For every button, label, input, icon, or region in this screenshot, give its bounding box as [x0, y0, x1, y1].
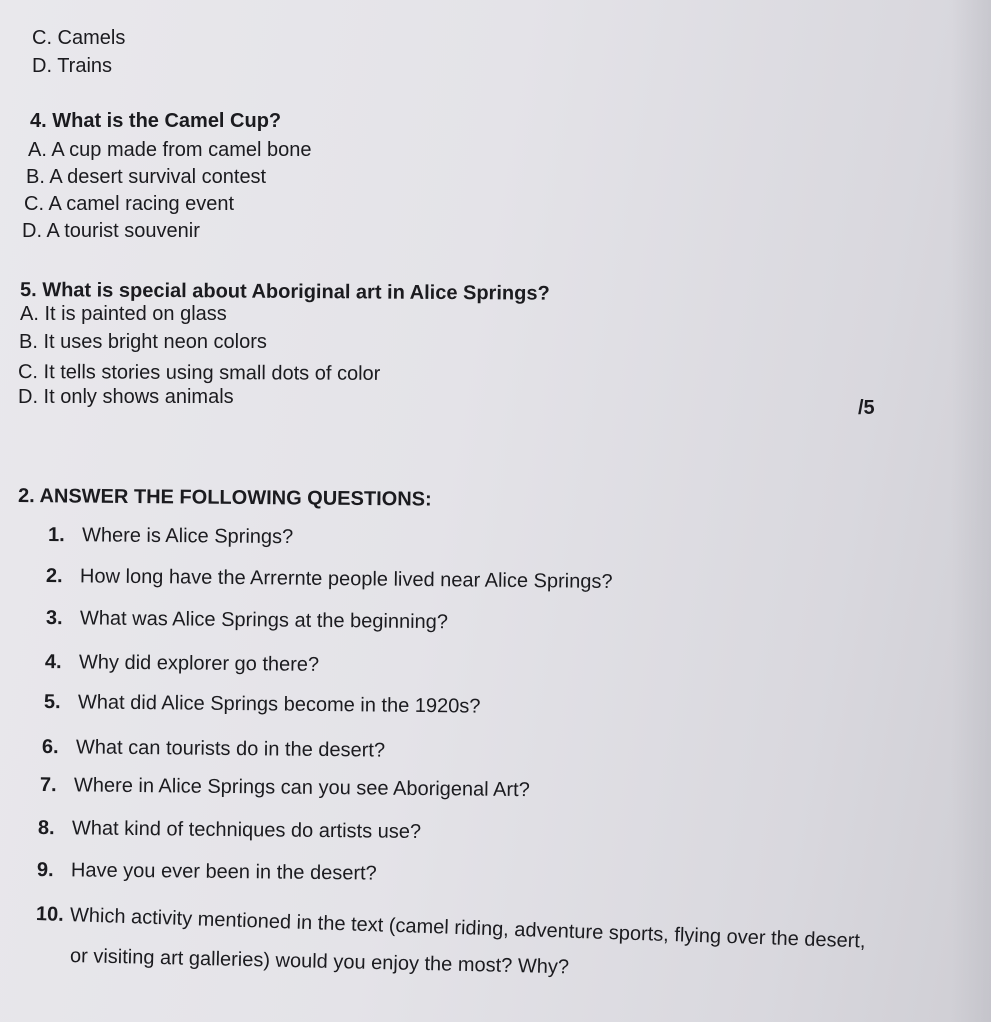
section-2-title: 2. ANSWER THE FOLLOWING QUESTIONS: — [17, 485, 432, 511]
item-text: Where in Alice Springs can you see Aborigenal Art? — [73, 774, 530, 802]
item-text: Which activity mentioned in the text (camel riding, adventure sports, flying over the desert, — [69, 904, 866, 953]
question-item-5 — [44, 690, 481, 719]
question-item-10-continued — [70, 944, 570, 979]
item-text: What did Alice Springs become in the 1920s? — [77, 691, 481, 718]
question-item-4 — [45, 650, 319, 677]
question-4: 4. What is the Camel Cup? — [30, 110, 282, 132]
q5-option-d: D. It only shows animals — [18, 386, 234, 408]
item-number: 2. — [45, 565, 63, 588]
item-number: 10. — [35, 903, 65, 926]
q5-option-c: C. It tells stories using small dots of color — [17, 361, 381, 385]
item-number: 7. — [39, 774, 57, 797]
q4-option-a: A. A cup made from camel bone — [28, 139, 312, 161]
item-number: 4. — [44, 651, 62, 674]
item-text: What kind of techniques do artists use? — [71, 817, 422, 844]
q4-option-d: D. A tourist souvenir — [22, 220, 200, 242]
q3-option-d: D. Trains — [32, 55, 113, 77]
item-number: 1. — [47, 524, 65, 547]
question-item-1 — [48, 523, 293, 549]
q3-option-c: C. Camels — [32, 27, 126, 49]
question-item-3 — [46, 606, 448, 634]
item-number: 3. — [45, 607, 63, 630]
score-box: /5 — [858, 397, 875, 419]
item-text: or visiting art galleries) would you enjoy the most? Why? — [69, 945, 570, 979]
question-item-7 — [40, 773, 530, 802]
q4-option-c: C. A camel racing event — [24, 193, 235, 215]
item-number: 5. — [43, 691, 61, 714]
q5-option-a: A. It is painted on glass — [20, 303, 227, 325]
item-text: How long have the Arrernte people lived near Alice Springs? — [79, 565, 613, 593]
item-text: Why did explorer go there? — [78, 651, 320, 676]
q4-option-b: B. A desert survival contest — [26, 166, 267, 188]
question-item-6 — [42, 735, 385, 763]
item-number: 8. — [37, 817, 55, 840]
q5-option-b: B. It uses bright neon colors — [19, 331, 267, 353]
item-text: Where is Alice Springs? — [81, 524, 294, 549]
item-number: 9. — [36, 859, 54, 882]
item-text: What was Alice Springs at the beginning? — [79, 607, 449, 634]
question-5: 5. What is special about Aboriginal art in Alice Springs? — [19, 279, 550, 305]
item-text: Have you ever been in the desert? — [70, 859, 377, 885]
item-text: What can tourists do in the desert? — [75, 736, 386, 762]
item-number: 6. — [41, 736, 59, 759]
question-item-2 — [46, 564, 613, 594]
question-item-9 — [37, 858, 377, 886]
question-item-8 — [38, 816, 421, 844]
